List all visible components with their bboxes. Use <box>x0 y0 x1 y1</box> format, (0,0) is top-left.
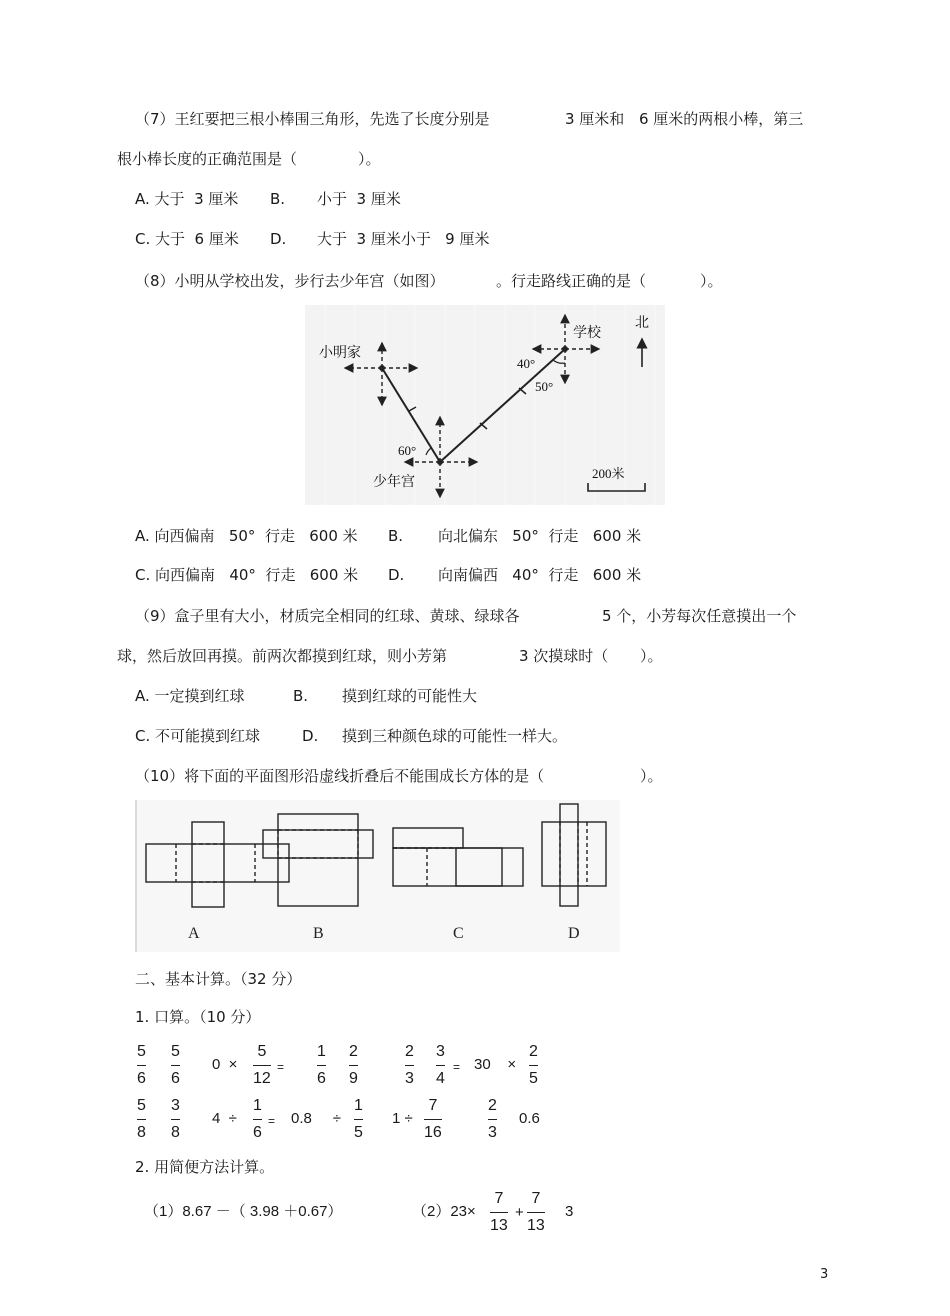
q8-option-d-label: D. <box>388 566 405 584</box>
calc-2-frac-2: 7 13 <box>527 1190 545 1234</box>
section2-sub1: 1. 口算。（10 分） <box>135 1008 261 1026</box>
q9-line2: 球，然后放回再摸。前两次都摸到红球，则小芳第 <box>117 647 448 665</box>
q9-line1-b: 5 个，小芳每次任意摸出一个 <box>602 607 797 625</box>
r2-frac-3: 1 6 <box>253 1097 262 1141</box>
r1-frac-7: 3 4 <box>436 1043 445 1087</box>
q9-option-b-label: B. <box>293 687 309 705</box>
label-palace: 少年宫 <box>373 475 415 490</box>
label-north: 北 <box>635 316 649 331</box>
label-angle-50: 50° <box>535 379 554 394</box>
q9-option-c: C. 不可能摸到红球 <box>135 727 261 745</box>
q10-line1-end: ）。 <box>640 767 663 785</box>
q7-line2: 根小棒长度的正确范围是（ <box>117 150 298 168</box>
q7-line1-c: 6 厘米的两根小棒，第三 <box>639 110 804 128</box>
r2-frac-2: 3 8 <box>171 1097 180 1141</box>
calc-1: （1）8.67 －（ 3.98 ＋0.67） <box>144 1203 343 1220</box>
r1-frac-3: 5 12 <box>253 1043 271 1087</box>
nets-figure <box>135 800 620 952</box>
q9-line2-b: 3 次摸球时（ <box>519 647 609 665</box>
r1-frac-5: 2 9 <box>349 1043 358 1087</box>
r1-frac-1: 5 6 <box>137 1043 146 1087</box>
net-label-d: D <box>568 925 580 942</box>
r2-frac-4: 1 5 <box>354 1097 363 1141</box>
page-number: 3 <box>820 1267 829 1282</box>
r2-term-4: 0.6 <box>519 1110 540 1127</box>
q7-option-b: 小于 3 厘米 <box>317 190 401 208</box>
q9-option-d-label: D. <box>302 727 319 745</box>
q9-line1: （9）盒子里有大小，材质完全相同的红球、黄球、绿球各 <box>135 607 520 625</box>
calc-2-plus: + <box>515 1204 524 1221</box>
q8-line1: （8）小明从学校出发，步行去少年宫（如图） <box>135 272 445 290</box>
section2-title: 二、基本计算。（32 分） <box>135 970 302 988</box>
q9-option-a: A. 一定摸到红球 <box>135 687 245 705</box>
q8-option-d: 向南偏西 40° 行走 600 米 <box>438 566 642 584</box>
q8-line1-close: ）。 <box>700 272 723 290</box>
q8-line1-end: 。行走路线正确的是（ <box>496 272 647 290</box>
r2-term-2: 0.8 ÷ <box>291 1110 341 1127</box>
net-label-c: C <box>453 925 464 942</box>
r2-frac-1: 5 8 <box>137 1097 146 1141</box>
label-school: 学校 <box>573 326 601 341</box>
calc-2-prefix: （2）23× <box>412 1203 476 1220</box>
q7-line2-end: ）。 <box>358 150 381 168</box>
r1-frac-2: 5 6 <box>171 1043 180 1087</box>
net-label-a: A <box>188 925 200 942</box>
label-angle-60: 60° <box>398 443 417 458</box>
q7-option-a: A. 大于 3 厘米 <box>135 190 239 208</box>
r1-equals-1: = <box>277 1060 285 1074</box>
r1-frac-6: 2 3 <box>405 1043 414 1087</box>
net-label-b: B <box>313 925 324 942</box>
calc-2-suffix: 3 <box>565 1203 574 1220</box>
label-angle-40: 40° <box>517 356 536 371</box>
q9-option-b: 摸到红球的可能性大 <box>342 687 478 705</box>
q7-option-d: 大于 3 厘米小于 9 厘米 <box>317 230 490 248</box>
r1-frac-8: 2 5 <box>529 1043 538 1087</box>
r1-term-1: 0 × <box>212 1056 238 1073</box>
r1-equals-2: = <box>453 1060 461 1074</box>
q8-option-b: 向北偏东 50° 行走 600 米 <box>438 527 642 545</box>
r2-frac-6: 2 3 <box>488 1097 497 1141</box>
r2-equals-1: = <box>268 1114 276 1128</box>
q8-option-b-label: B. <box>388 527 404 545</box>
section2-sub2: 2. 用简便方法计算。 <box>135 1158 275 1176</box>
q7-option-c: C. 大于 6 厘米 <box>135 230 239 248</box>
q9-option-d: 摸到三种颜色球的可能性一样大。 <box>342 727 568 745</box>
q7-option-d-label: D. <box>270 230 287 248</box>
r1-frac-4: 1 6 <box>317 1043 326 1087</box>
r2-frac-5: 7 16 <box>424 1097 442 1141</box>
q10-line1: （10）将下面的平面图形沿虚线折叠后不能围成长方体的是（ <box>135 767 545 785</box>
q9-line2-end: ）。 <box>640 647 663 665</box>
q8-option-c: C. 向西偏南 40° 行走 600 米 <box>135 566 359 584</box>
label-scale: 200米 <box>592 466 625 481</box>
r2-term-3: 1 ÷ <box>392 1110 413 1127</box>
label-home: 小明家 <box>319 346 361 361</box>
q7-line1: （7）王红要把三根小棒围三角形，先选了长度分别是 <box>135 110 490 128</box>
calc-2-frac-1: 7 13 <box>490 1190 508 1234</box>
r2-term-1: 4 ÷ <box>212 1110 237 1127</box>
q8-option-a: A. 向西偏南 50° 行走 600 米 <box>135 527 358 545</box>
q7-option-b-label: B. <box>270 190 286 208</box>
r1-term-2: 30 × <box>474 1056 517 1073</box>
route-map <box>305 305 665 505</box>
q7-line1-b: 3 厘米和 <box>565 110 625 128</box>
